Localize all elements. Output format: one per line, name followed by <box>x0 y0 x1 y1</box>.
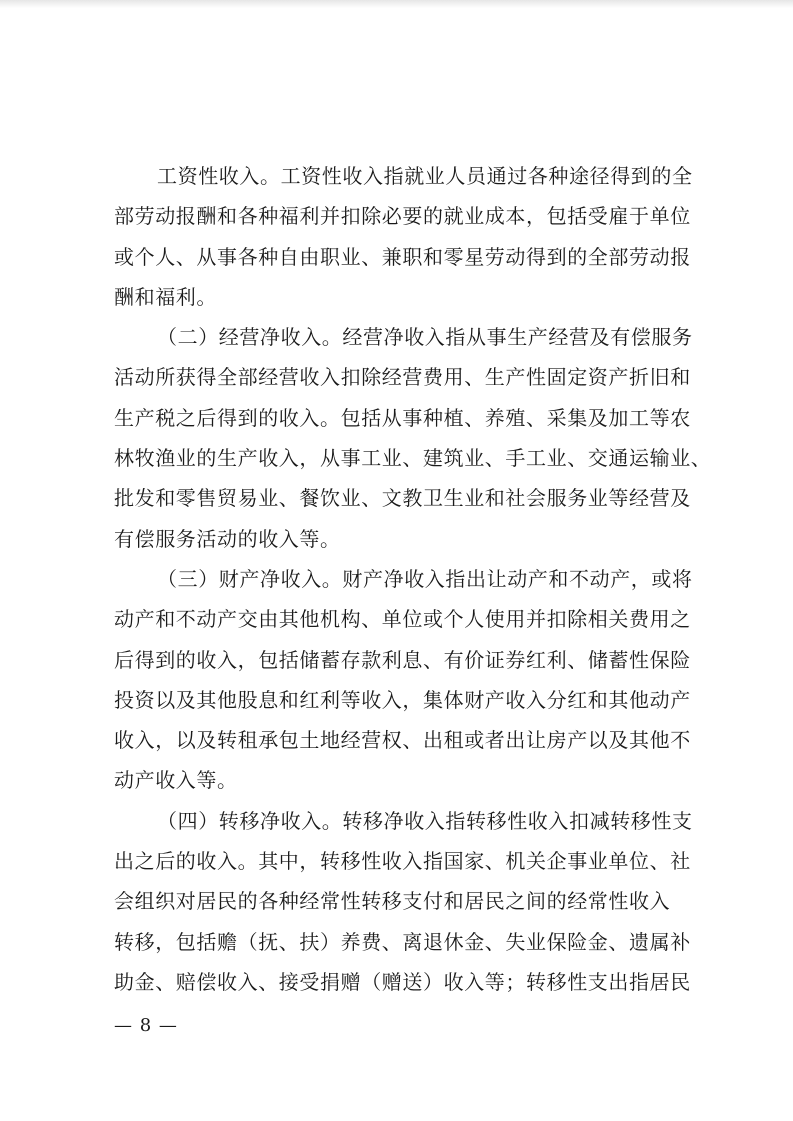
text-line: 转移，包括赡（抚、扶）养费、离退休金、失业保险金、遗属补 <box>114 929 691 954</box>
text-line: 部劳动报酬和各种福利并扣除必要的就业成本，包括受雇于单位 <box>114 204 691 229</box>
text-line: 收入，以及转租承包土地经营权、出租或者出让房产以及其他不 <box>114 728 691 753</box>
scan-edge-shadow <box>0 0 793 8</box>
text-line: （三）财产净收入。财产净收入指出让动产和不动产，或将 <box>157 566 693 591</box>
text-line: 生产税之后得到的收入。包括从事种植、养殖、采集及加工等农 <box>114 405 691 430</box>
page-number: — 8 — <box>114 1015 178 1036</box>
text-line: 出之后的收入。其中，转移性收入指国家、机关企事业单位、社 <box>114 849 691 874</box>
text-line: 投资以及其他股息和红利等收入，集体财产收入分红和其他动产 <box>114 687 691 712</box>
text-line: 工资性收入。工资性收入指就业人员通过各种途径得到的全 <box>157 164 693 188</box>
text-line: 林牧渔业的生产收入，从事工业、建筑业、手工业、交通运输业、 <box>114 446 712 471</box>
body-text <box>114 156 712 1002</box>
text-line: 有偿服务活动的收入等。 <box>114 526 341 551</box>
text-line: （四）转移净收入。转移净收入指转移性收入扣减转移性支 <box>157 808 693 833</box>
text-line: 活动所获得全部经营收入扣除经营费用、生产性固定资产折旧和 <box>114 365 691 390</box>
text-line: 酬和福利。 <box>114 284 217 309</box>
text-line: 助金、赔偿收入、接受捐赠（赠送）收入等；转移性支出指居民 <box>114 969 691 994</box>
text-line: 后得到的收入，包括储蓄存款利息、有价证券红利、储蓄性保险 <box>114 647 691 672</box>
text-line: 动产收入等。 <box>114 768 238 793</box>
text-line: 或个人、从事各种自由职业、兼职和零星劳动得到的全部劳动报 <box>114 244 691 269</box>
text-line: （二）经营净收入。经营净收入指从事生产经营及有偿服务 <box>157 325 693 350</box>
text-line: 批发和零售贸易业、餐饮业、文教卫生业和社会服务业等经营及 <box>114 486 691 511</box>
text-line: 动产和不动产交由其他机构、单位或个人使用并扣除相关费用之 <box>114 607 691 632</box>
text-line: 会组织对居民的各种经常性转移支付和居民之间的经常性收入 <box>114 889 671 914</box>
